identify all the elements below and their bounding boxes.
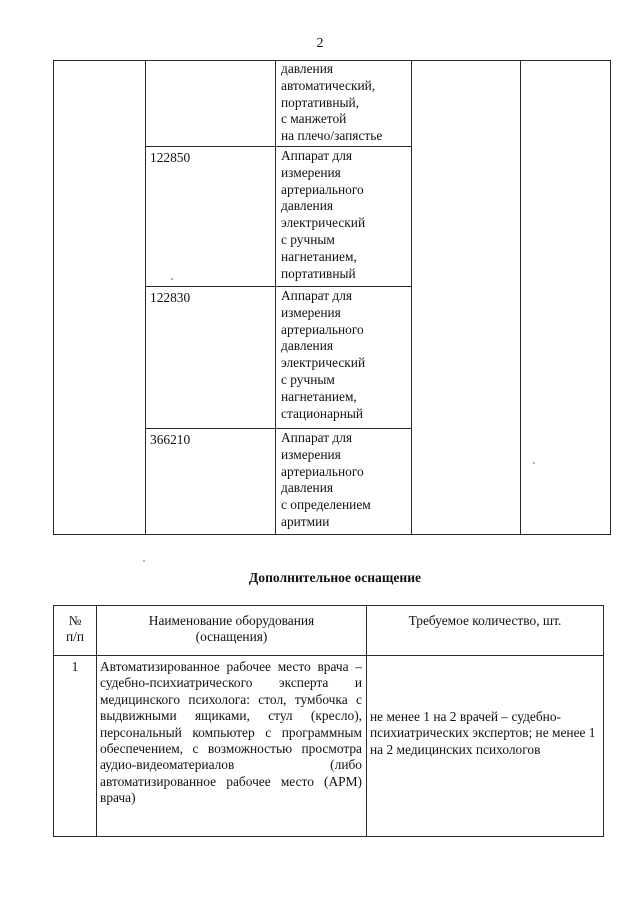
equipment-name: Аппарат для измерения артериального давления электрический с ручным нагнетанием, портативный [276,147,412,287]
table-header-row [54,606,604,656]
equipment-code [146,61,276,147]
additional-equipment-table [53,605,604,837]
equipment-code: 122830 [146,287,276,429]
equipment-code: 366210 [146,429,276,535]
table-cell-empty [54,61,146,535]
table-cell-empty [412,61,521,535]
equipment-quantity: не менее 1 на 2 врачей – судебно-психиатрических экспертов; не менее 1 на 2 медицинских психологов [367,656,604,837]
column-header-number: № п/п [54,606,97,656]
section-title: Дополнительное оснащение [248,570,422,585]
equipment-table-continued [53,60,611,535]
column-header-quantity: Требуемое количество, шт. [367,606,604,656]
equipment-name: давления автоматический, портативный, с манжетой на плечо/запястье [276,61,412,147]
table-row [54,61,611,147]
equipment-code: 122850 [146,147,276,287]
equipment-name: Аппарат для измерения артериального давления электрический с ручным нагнетанием, стационарный [276,287,412,429]
column-header-name: Наименование оборудования (оснащения) [97,606,367,656]
table-row [54,656,604,837]
row-number: 1 [54,656,97,837]
page-number: 2 [316,36,324,51]
equipment-name: Аппарат для измерения артериального давления с определением аритмии [276,429,412,535]
equipment-description: Автоматизированное рабочее место врача – судебно-психиатрического эксперта и медицинского психолога: стол, тумбочка с выдвижными ящиками, стул (кресло), персональный компьютер с программным обеспечением, с возможностью просмотра аудио-видеоматериалов (либо автоматизированное рабочее место (АРМ) врача) [97,656,367,837]
